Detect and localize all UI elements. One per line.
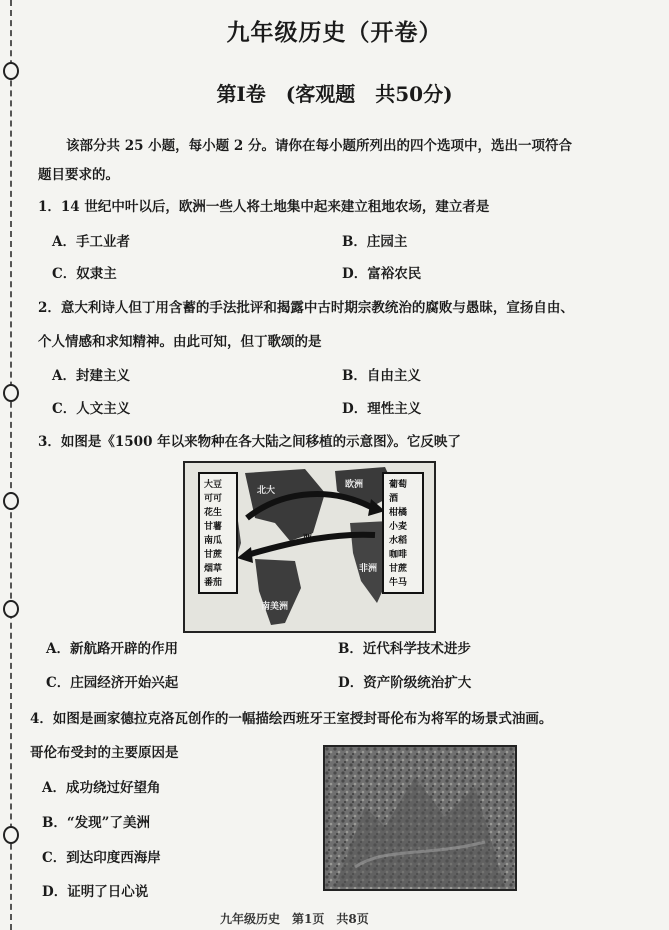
right-box-item: 甘蔗 [389,564,408,574]
question-2-option-d[interactable]: D．理性主义 [342,401,422,417]
question-3-option-b[interactable]: B．近代科学技术进步 [338,641,471,657]
question-3-stem: 3．如图是《1500 年以来物种在各大陆之间移植的示意图》。它反映了 [38,434,461,450]
right-box-item: 柑橘 [389,508,408,518]
left-box-item: 烟草 [204,564,223,574]
binding-hole [3,384,19,402]
question-4-stem-line-1: 4．如图是画家德拉克洛瓦创作的一幅描绘西班牙王室授封哥伦布为将军的场景式油画。 [30,711,553,727]
question-2-stem-line-1: 2．意大利诗人但丁用含蓄的手法批评和揭露中古时期宗教统治的腐败与愚昧，宣扬自由、 [38,300,574,316]
map-label-south-america: 南美洲 [261,602,289,612]
binding-hole [3,492,19,510]
right-box-item: 牛马 [389,578,408,588]
map-label-africa: 非洲 [359,564,378,574]
map-label-europe: 欧洲 [345,480,364,490]
question-3-option-a[interactable]: A．新航路开辟的作用 [46,641,178,657]
right-box-item: 咖啡 [389,550,408,560]
right-box-item: 葡萄 [389,480,408,490]
species-transplant-map [183,461,436,633]
right-species-box [383,473,423,593]
question-4-option-b[interactable]: B．“发现”了美洲 [42,815,150,831]
question-4-option-a[interactable]: A．成功绕过好望角 [42,780,161,796]
question-4-stem-line-2: 哥伦布受封的主要原因是 [30,745,179,761]
question-1-stem: 1．14 世纪中叶以后，欧洲一些人将土地集中起来建立租地农场，建立者是 [38,199,490,215]
left-box-item: 可可 [204,494,223,504]
right-box-item: 水稻 [389,536,408,546]
map-label-west: 西 [303,534,313,544]
binding-line [10,0,12,930]
question-2-stem-line-2: 个人情感和求知精神。由此可知，但丁歌颂的是 [38,334,322,350]
question-3-option-c[interactable]: C．庄园经济开始兴起 [46,675,179,691]
question-2-option-b[interactable]: B．自由主义 [342,368,421,384]
binding-hole [3,826,19,844]
page-footer: 九年级历史 第1页 共8页 [220,912,369,926]
question-1-option-a[interactable]: A．手工业者 [52,234,130,250]
binding-hole [3,600,19,618]
question-1-option-b[interactable]: B．庄园主 [342,234,408,250]
question-1-option-c[interactable]: C．奴隶主 [52,266,117,282]
question-2-option-a[interactable]: A．封建主义 [52,368,130,384]
left-box-item: 花生 [204,508,223,518]
question-2-option-c[interactable]: C．人文主义 [52,401,131,417]
section-title: 第Ⅰ卷 (客观题 共50分) [216,82,453,106]
question-4-option-c[interactable]: C．到达印度西海岸 [42,850,161,866]
left-box-item: 大豆 [204,480,223,490]
map-label-north: 北大 [257,486,276,496]
left-box-item: 番茄 [204,578,223,588]
right-box-item: 酒 [389,494,399,504]
question-4-option-d[interactable]: D．证明了日心说 [42,884,149,900]
left-box-item: 甘蔗 [204,550,223,560]
columbus-painting [323,745,517,891]
exam-title: 九年级历史（开卷） [226,19,443,46]
right-box-item: 小麦 [389,522,408,532]
instructions-line-1: 该部分共 25 小题，每小题 2 分。请你在每小题所列出的四个选项中，选出一项符合 [66,138,572,154]
left-box-item: 南瓜 [204,536,223,546]
painting-graphic [325,747,515,889]
left-box-item: 甘薯 [204,522,223,532]
question-1-option-d[interactable]: D．富裕农民 [342,266,422,282]
left-species-box [199,473,237,593]
map-graphic [185,463,434,631]
question-3-option-d[interactable]: D．资产阶级统治扩大 [338,675,472,691]
instructions-line-2: 题目要求的。 [38,167,119,183]
